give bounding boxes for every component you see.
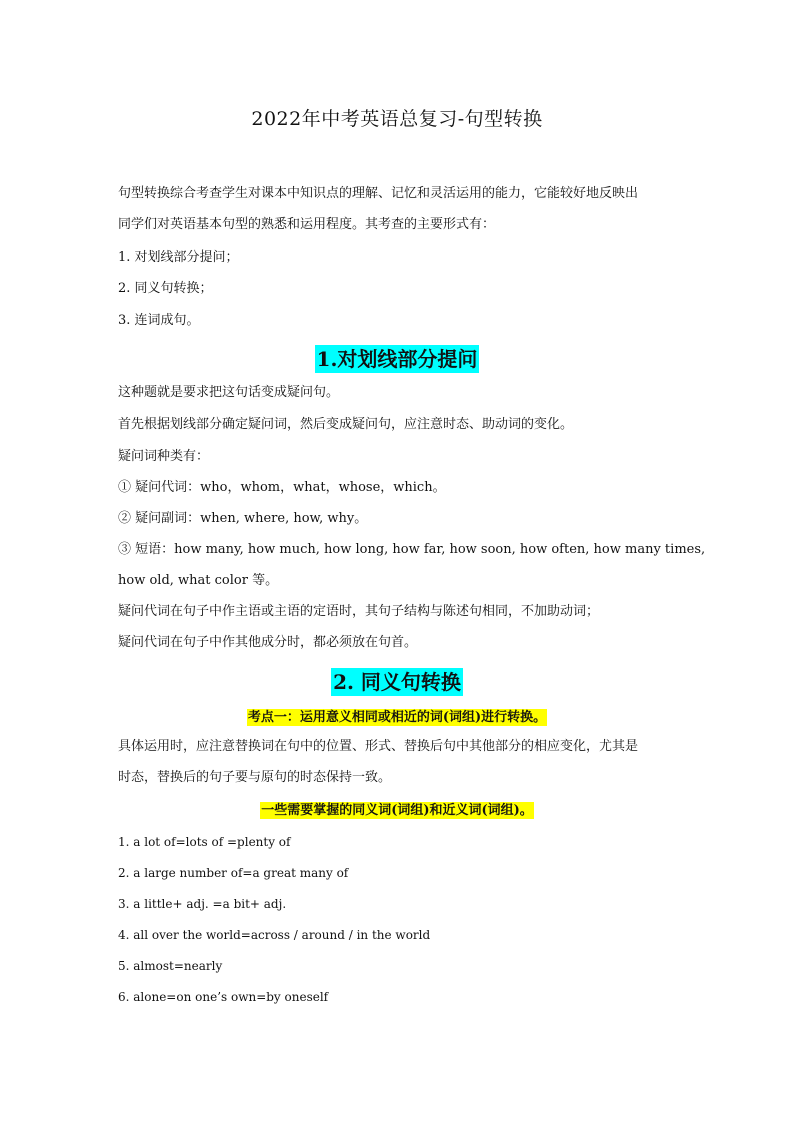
- section1-line: 首先根据划线部分确定疑问词，然后变成疑问句，应注意时态、助动词的变化。: [118, 417, 574, 432]
- key-point-1-text: 考点一：运用意义相同或相近的词(词组)进行转换。: [247, 710, 547, 725]
- list-item: 3. 连词成句。: [118, 313, 200, 328]
- section-heading-1: [0, 343, 794, 372]
- section-heading-1-text: 1.对划线部分提问: [316, 347, 478, 371]
- key-point-1: [0, 706, 794, 725]
- intro-line-2: 同学们对英语基本句型的熟悉和运用程度。其考查的主要形式有：: [118, 217, 496, 232]
- example-item: 5. almost=nearly: [118, 959, 223, 973]
- section1-line: ③ 短语：how many, how much, how long, how far, how soon, how often, how many times,: [118, 542, 706, 557]
- section1-line: ① 疑问代词：who，whom，what，whose，which。: [118, 480, 446, 495]
- section1-line: 疑问代词在句子中作其他成分时，都必须放在句首。: [118, 635, 418, 650]
- list-item: 2. 同义句转换；: [118, 281, 213, 296]
- intro-line-1: 句型转换综合考查学生对课本中知识点的理解、记忆和灵活运用的能力，它能较好地反映出: [118, 186, 639, 201]
- key-point-2: [0, 799, 794, 818]
- section1-line: 这种题就是要求把这句话变成疑问句。: [118, 385, 340, 400]
- key-point-2-text: 一些需要掌握的同义词(词组)和近义词(词组)。: [261, 803, 533, 818]
- section-heading-2-text: 2. 同义句转换: [333, 670, 461, 694]
- section1-line: 疑问代词在句子中作主语或主语的定语时，其句子结构与陈述句相同，不加助动词；: [118, 604, 600, 619]
- page-title: 2022年中考英语总复习-句型转换: [251, 108, 543, 130]
- example-item: 1. a lot of=lots of =plenty of: [118, 835, 291, 849]
- section-heading-2: [0, 666, 794, 695]
- section1-line: how old, what color 等。: [118, 573, 279, 588]
- section2-desc-line-2: 时态，替换后的句子要与原句的时态保持一致。: [118, 770, 392, 785]
- section1-line: ② 疑问副词：when, where, how, why。: [118, 511, 368, 526]
- section2-desc-line-1: 具体运用时，应注意替换词在句中的位置、形式、替换后句中其他部分的相应变化，尤其是: [118, 739, 639, 754]
- example-item: 4. all over the world=across / around / in the world: [118, 928, 431, 942]
- section1-line: 疑问词种类有：: [118, 449, 210, 464]
- list-item: 1. 对划线部分提问；: [118, 250, 239, 265]
- example-item: 3. a little+ adj. =a bit+ adj.: [118, 897, 287, 911]
- example-item: 6. alone=on one’s own=by oneself: [118, 990, 329, 1004]
- example-item: 2. a large number of=a great many of: [118, 866, 349, 880]
